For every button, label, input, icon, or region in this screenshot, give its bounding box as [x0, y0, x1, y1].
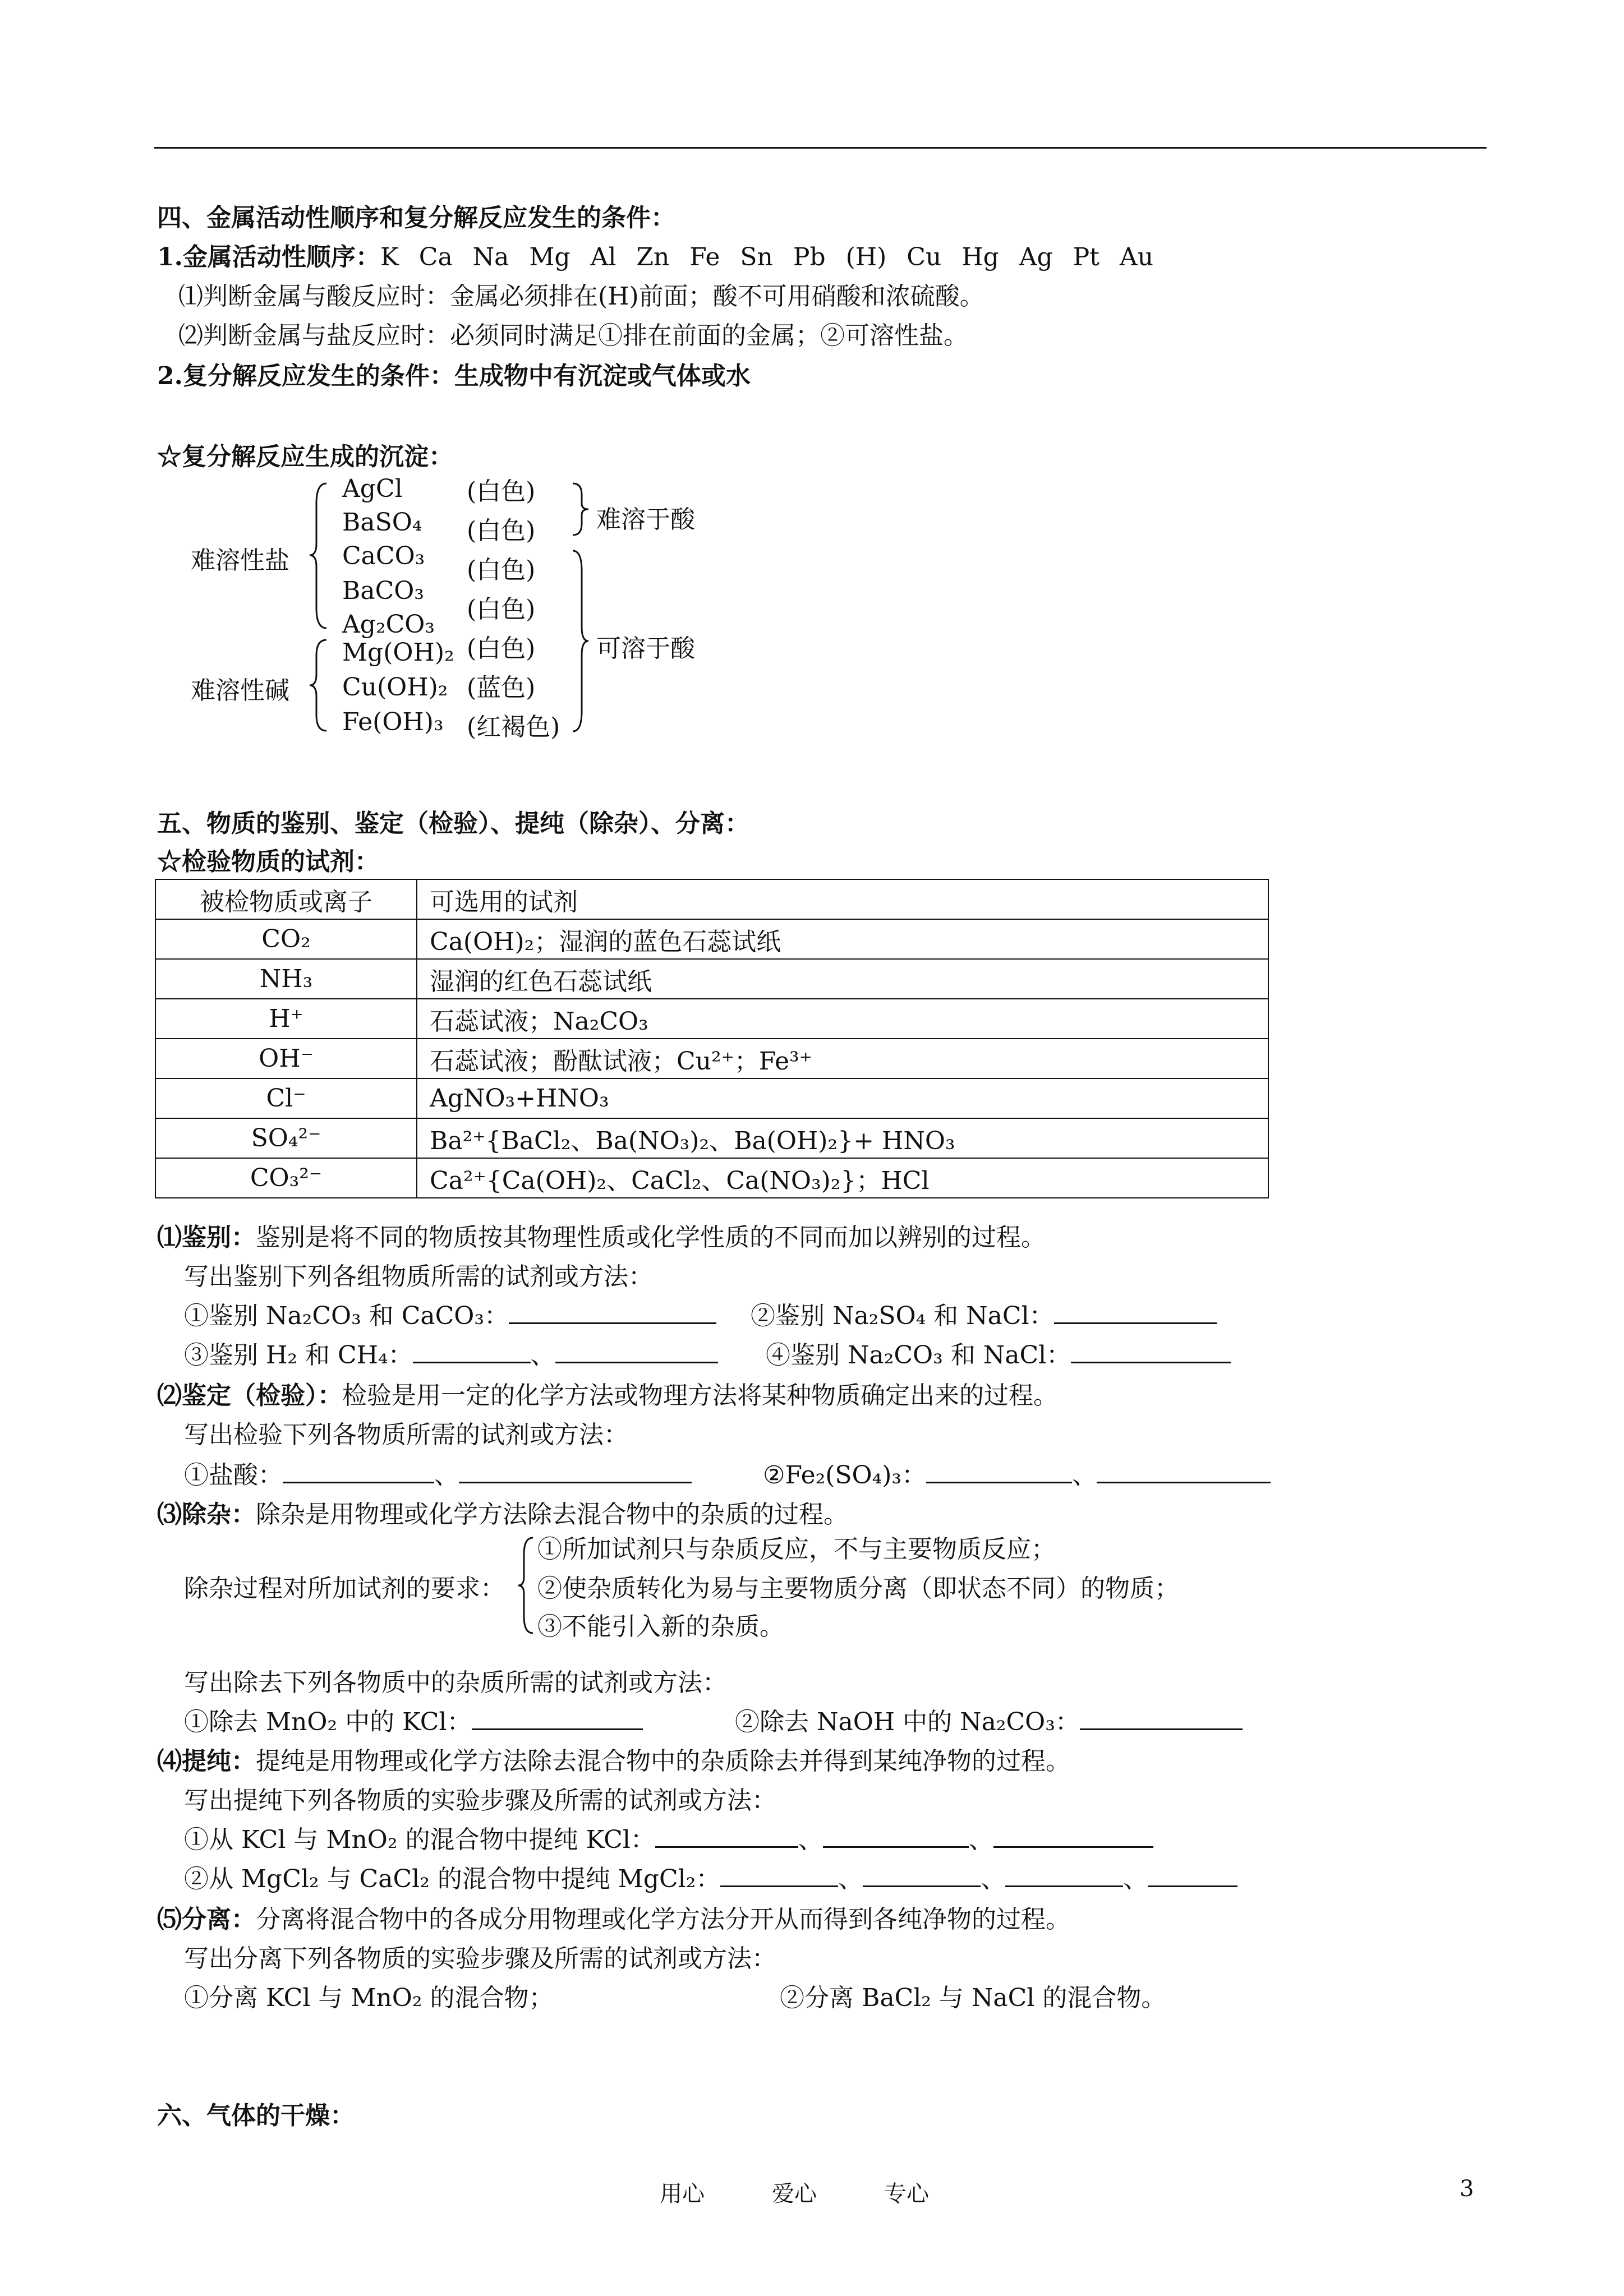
verification-heading: ⑵鉴定（检验）：	[157, 1381, 342, 1410]
identify-na2so4-nacl-label: ②鉴别 Na₂SO₄ 和 NaCl：	[751, 1302, 1054, 1330]
table-cell-reagent: Ba²⁺{BaCl₂、Ba(NO₃)₂、Ba(OH)₂}+ HNO₃	[417, 1118, 1268, 1158]
reagents-subtitle: ☆检验物质的试剂：	[157, 847, 379, 876]
separator: 、	[530, 1341, 555, 1370]
separation-question: 写出分离下列各物质的实验步骤及所需的试剂或方法：	[184, 1944, 776, 1973]
table-cell-reagent: 石蕊试液；酚酞试液；Cu²⁺；Fe³⁺	[417, 1039, 1268, 1078]
precip-color-agcl: (白色)	[467, 477, 536, 506]
answer-blank[interactable]	[1148, 1863, 1237, 1887]
table-header-reagent: 可选用的试剂	[417, 879, 1268, 919]
section-4-title: 四、金属活动性顺序和复分解反应发生的条件：	[157, 204, 675, 232]
reagent-requirements-label: 除杂过程对所加试剂的要求：	[184, 1574, 505, 1603]
separator: 、	[1072, 1461, 1097, 1490]
impurity-removal-heading: ⑶除杂：	[157, 1500, 256, 1529]
purify-kcl	[184, 1819, 1153, 1855]
table-row	[155, 959, 1268, 999]
verify-hcl	[184, 1455, 692, 1491]
footer-motto-2: 爱心	[772, 2181, 817, 2207]
verification-paragraph	[157, 1375, 1058, 1411]
answer-blank[interactable]	[472, 1706, 643, 1730]
precip-color-ag2co3: (白色)	[467, 634, 536, 663]
answer-blank[interactable]	[1054, 1300, 1217, 1324]
separator: 、	[434, 1461, 459, 1490]
impurity-removal-question: 写出除去下列各物质中的杂质所需的试剂或方法：	[184, 1668, 727, 1697]
activity-series-label: 1.金属活动性顺序：	[157, 243, 380, 271]
remove-kcl-from-mno2-label: ①除去 MnO₂ 中的 KCl：	[184, 1708, 472, 1736]
table-row	[155, 1158, 1268, 1198]
precipitates-title: ☆复分解反应生成的沉淀：	[157, 442, 453, 471]
requirement-3: ③不能引入新的杂质。	[537, 1612, 784, 1641]
answer-blank[interactable]	[1071, 1339, 1231, 1363]
table-cell-reagent: Ca(OH)₂；湿润的蓝色石蕊试纸	[417, 919, 1268, 959]
purification-question: 写出提纯下列各物质的实验步骤及所需的试剂或方法：	[184, 1786, 776, 1815]
identify-h2-ch4-label: ③鉴别 H₂ 和 CH₄：	[184, 1341, 413, 1370]
precip-formula-agcl: AgCl	[342, 474, 403, 503]
purify-kcl-label: ①从 KCl 与 MnO₂ 的混合物中提纯 KCl：	[184, 1825, 655, 1854]
precip-formula-feoh3: Fe(OH)₃	[342, 708, 444, 736]
precip-formula-caco3: CaCO₃	[342, 542, 425, 570]
answer-blank[interactable]	[509, 1300, 716, 1324]
requirements-brace-icon	[516, 1536, 535, 1635]
separation-paragraph	[157, 1899, 1070, 1935]
answer-blank[interactable]	[993, 1824, 1153, 1848]
identify-na2co3-caco3-label: ①鉴别 Na₂CO₃ 和 CaCO₃：	[184, 1302, 509, 1330]
answer-blank[interactable]	[413, 1339, 531, 1363]
rule-metal-salt: ⑵判断金属与盐反应时：必须同时满足①排在前面的金属；②可溶性盐。	[178, 321, 968, 350]
table-row	[155, 919, 1268, 959]
separator: 、	[798, 1825, 823, 1854]
acid-insoluble-brace-icon	[569, 481, 592, 537]
answer-blank[interactable]	[555, 1339, 718, 1363]
verification-question: 写出检验下列各物质所需的试剂或方法：	[184, 1421, 628, 1449]
table-row	[155, 1039, 1268, 1078]
reagent-table	[155, 879, 1269, 1198]
precip-color-feoh3: (红褐色)	[467, 713, 560, 741]
salt-brace-icon	[307, 481, 330, 630]
identify-na2co3-nacl-label: ④鉴别 Na₂CO₃ 和 NaCl：	[766, 1341, 1071, 1370]
precip-color-baco3: (白色)	[467, 595, 536, 624]
acid-soluble-label: 可溶于酸	[596, 634, 695, 663]
requirement-2: ②使杂质转化为易与主要物质分离（即状态不同）的物质；	[537, 1574, 1179, 1603]
table-header-row	[155, 879, 1268, 919]
verify-fe2so43-label: ②Fe₂(SO₄)₃：	[763, 1461, 927, 1490]
table-cell-substance: CO₂	[155, 919, 417, 959]
table-cell-substance: SO₄²⁻	[155, 1118, 417, 1158]
separate-kcl-mno2: ①分离 KCl 与 MnO₂ 的混合物；	[184, 1984, 554, 2012]
verify-fe2so43	[763, 1455, 1271, 1491]
precip-formula-baco3: BaCO₃	[342, 577, 424, 605]
table-cell-substance: CO₃²⁻	[155, 1158, 417, 1198]
answer-blank[interactable]	[926, 1459, 1072, 1483]
identify-na2co3-nacl	[766, 1335, 1231, 1371]
section-5-title: 五、物质的鉴别、鉴定（检验）、提纯（除杂）、分离：	[157, 809, 749, 838]
insoluble-salt-label: 难溶性盐	[191, 546, 289, 575]
separate-bacl2-nacl: ②分离 BaCl₂ 与 NaCl 的混合物。	[780, 1984, 1166, 2012]
precip-formula-mgoh2: Mg(OH)₂	[342, 638, 454, 667]
purification-definition: 提纯是用物理或化学方法除去混合物中的杂质除去并得到某纯净物的过程。	[256, 1747, 1070, 1776]
separator: 、	[968, 1825, 993, 1854]
precip-color-caco3: (白色)	[467, 556, 536, 584]
purification-heading: ⑷提纯：	[157, 1747, 256, 1776]
precip-color-cuoh2: (蓝色)	[467, 674, 536, 702]
identify-na2so4-nacl	[751, 1295, 1217, 1331]
purify-mgcl2-label: ②从 MgCl₂ 与 CaCl₂ 的混合物中提纯 MgCl₂：	[184, 1865, 721, 1893]
separation-heading: ⑸分离：	[157, 1905, 256, 1934]
page-number: 3	[1460, 2176, 1474, 2202]
footer-motto-3: 专心	[884, 2181, 929, 2207]
answer-blank[interactable]	[655, 1824, 798, 1848]
precip-formula-baso4: BaSO₄	[342, 508, 422, 537]
table-cell-reagent: 湿润的红色石蕊试纸	[417, 959, 1268, 999]
separator: 、	[1123, 1865, 1148, 1893]
identification-definition: 鉴别是将不同的物质按其物理性质或化学性质的不同而加以辨别的过程。	[256, 1223, 1046, 1252]
answer-blank[interactable]	[863, 1863, 981, 1887]
table-row	[155, 1078, 1268, 1118]
base-brace-icon	[307, 638, 330, 733]
precip-formula-cuoh2: Cu(OH)₂	[342, 673, 448, 702]
answer-blank[interactable]	[1080, 1706, 1243, 1730]
table-header-substance: 被检物质或离子	[155, 879, 417, 919]
table-row	[155, 1118, 1268, 1158]
insoluble-base-label: 难溶性碱	[191, 676, 289, 705]
impurity-removal-paragraph	[157, 1494, 848, 1530]
verification-definition: 检验是用一定的化学方法或物理方法将某种物质确定出来的过程。	[342, 1381, 1058, 1410]
footer-motto-1: 用心	[660, 2181, 705, 2207]
table-cell-substance: OH⁻	[155, 1039, 417, 1078]
table-cell-reagent: Ca²⁺{Ca(OH)₂、CaCl₂、Ca(NO₃)₂}；HCl	[417, 1158, 1268, 1198]
double-decomposition-condition: 2.复分解反应发生的条件：生成物中有沉淀或气体或水	[157, 362, 751, 390]
activity-series-line	[157, 237, 1153, 273]
answer-blank[interactable]	[823, 1824, 969, 1848]
verify-hcl-label: ①盐酸：	[184, 1461, 283, 1490]
answer-blank[interactable]	[459, 1459, 692, 1483]
table-row	[155, 999, 1268, 1039]
table-cell-substance: H⁺	[155, 999, 417, 1039]
purify-mgcl2	[184, 1859, 1237, 1894]
table-cell-reagent: 石蕊试液；Na₂CO₃	[417, 999, 1268, 1039]
table-cell-reagent: AgNO₃+HNO₃	[417, 1078, 1268, 1118]
acid-insoluble-label: 难溶于酸	[596, 505, 695, 534]
header-rule	[154, 147, 1487, 149]
impurity-removal-definition: 除杂是用物理或化学方法除去混合物中的杂质的过程。	[256, 1500, 848, 1529]
requirement-1: ①所加试剂只与杂质反应，不与主要物质反应；	[537, 1535, 1056, 1564]
answer-blank[interactable]	[1097, 1459, 1271, 1483]
identification-heading: ⑴鉴别：	[157, 1223, 256, 1252]
answer-blank[interactable]	[720, 1863, 838, 1887]
remove-na2co3-from-naoh	[735, 1702, 1243, 1737]
precip-color-baso4: (白色)	[467, 517, 536, 545]
section-6-title: 六、气体的干燥：	[157, 2101, 355, 2130]
separation-definition: 分离将混合物中的各成分用物理或化学方法分开从而得到各纯净物的过程。	[256, 1905, 1070, 1934]
rule-metal-acid: ⑴判断金属与酸反应时：金属必须排在(H)前面；酸不可用硝酸和浓硫酸。	[178, 282, 984, 311]
answer-blank[interactable]	[283, 1459, 434, 1483]
table-cell-substance: Cl⁻	[155, 1078, 417, 1118]
identification-question: 写出鉴别下列各组物质所需的试剂或方法：	[184, 1262, 653, 1291]
identify-na2co3-caco3	[184, 1295, 716, 1331]
separator: 、	[838, 1865, 863, 1893]
identify-h2-ch4	[184, 1335, 718, 1371]
remove-na2co3-from-naoh-label: ②除去 NaOH 中的 Na₂CO₃：	[735, 1708, 1080, 1736]
activity-series: K Ca Na Mg Al Zn Fe Sn Pb (H) Cu Hg Ag Pt Au	[380, 243, 1154, 271]
acid-soluble-brace-icon	[569, 548, 592, 734]
identification-paragraph	[157, 1217, 1046, 1253]
precip-formula-ag2co3: Ag₂CO₃	[342, 610, 435, 639]
remove-kcl-from-mno2	[184, 1702, 643, 1737]
separator: 、	[981, 1865, 1006, 1893]
answer-blank[interactable]	[1005, 1863, 1123, 1887]
purification-paragraph	[157, 1741, 1070, 1777]
table-cell-substance: NH₃	[155, 959, 417, 999]
